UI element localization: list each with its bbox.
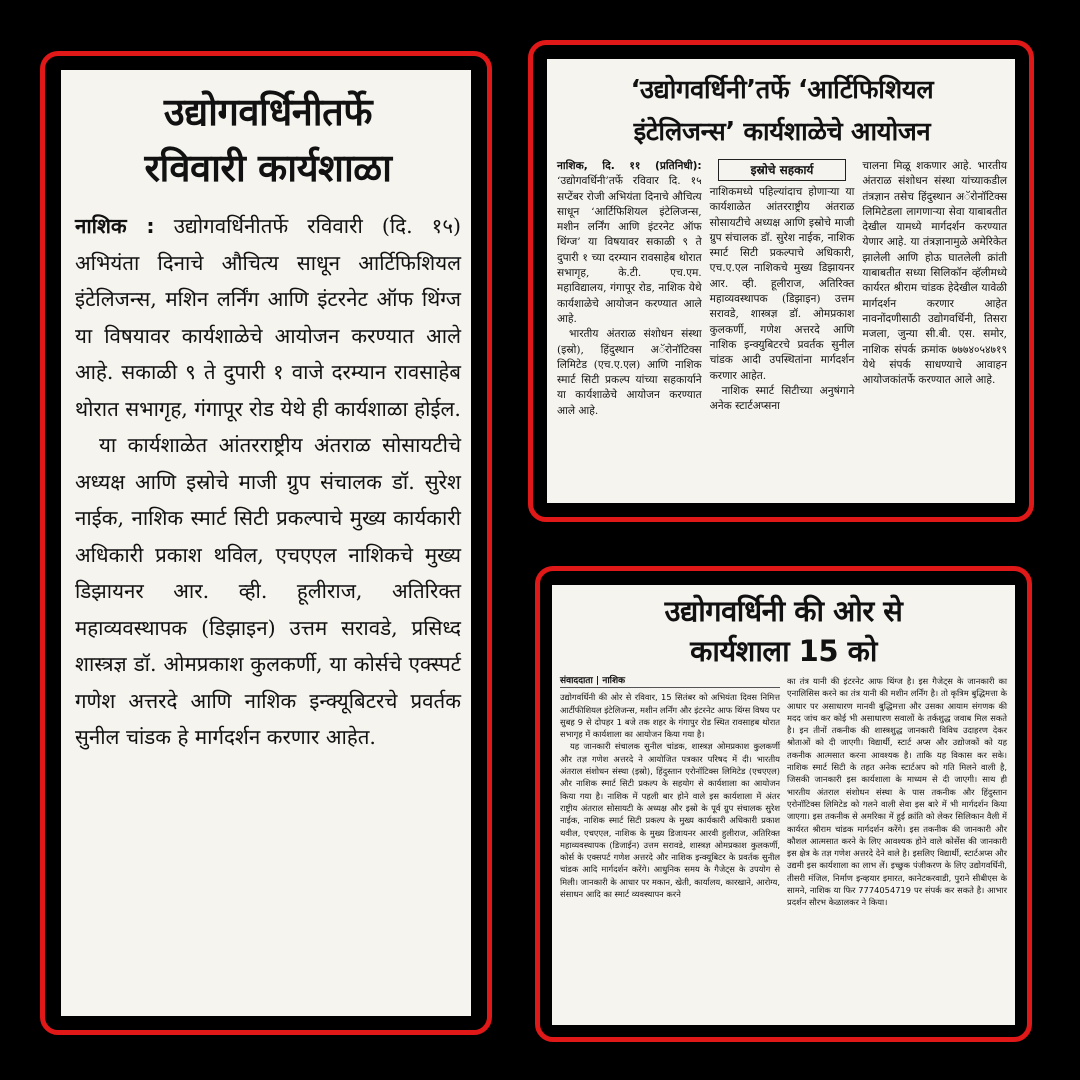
clipping-1-paragraph: या कार्यशाळेत आंतरराष्ट्रीय अंतराळ सोसायटीचे अध्यक्ष आणि इस्रोचे माजी ग्रुप संचालक डॉ. सुरेश नाईक, नाशिक स्मार्ट सिटी प्रकल्पाचे मुख्य कार्यकारी अधिकारी प्रकाश थविल, एचएएल नाशिकचे मुख्य डिझायनर आर. व्ही. हूलीराज, अतिरिक्त महाव्यवस्थापक (डिझाइन) उत्तम सरावडे, प्रसिध्द शास्त्रज्ञ डॉ. ओमप्रकाश कुलकर्णी, या कोर्सचे एक्स्पर्ट गणेश अत्तरदे आणि नाशिक इन्क्यूबिटरचे प्रवर्तक सुनील चांडक हे मार्गदर्शन करणार आहेत.	[75, 433, 461, 749]
clipping-3-headline: उद्योगवर्धिनी की ओर से कार्यशाला 15 को	[664, 594, 903, 668]
clipping-3-column-1: संवाददाता | नाशिक उद्योगवर्धिनी की ओर से रविवार, 15 सितंबर को अभियंता दिवस निमित्त आर्टीफीशियल इंटेलिजन्स, मशीन लर्निंग और इंटरनेट आफ थिंग्स विषय पर सुबह 9 से दोपहर 1 बजे तक शहर के गंगापुर रोड स्थित रावसाहब थोरात सभागृह में कार्यशाला का आयोजन किया गया है। यह जानकारी संचालक सुनील चांडक, शास्त्रज्ञ ओमप्रकाश कुलकर्णी और तज्ञ गणेश अत्तरदे ने आयोजित पत्रकार परिषद में दी। भारतीय अंतराल संशोधन संस्था (इस्रो), हिंदुस्तान एरोनॉटिक्स लिमिटेड (एचएएल) और नाशिक स्मार्ट सिटी प्रकल्प के सहयोग से कार्यशाला का आयोजन किया गया है। नाशिक में पहली बार होने वाले इस कार्यशाला में अंतर राष्ट्रीय अंतराल सोसायटी के अध्यक्ष और इस्रो के पूर्व ग्रुप संचालक सुरेश नाईक, नाशिक स्मार्ट सिटी प्रकल्प के मुख्य कार्यकारी अधिकारी प्रकाश थवील, एचएएल, नाशिक के मुख्य डिजायनर आरवी हुलीराज, अतिरिक्त महाव्यवस्थापक (डिजाईन) उत्तम सरावडे, शास्त्रज्ञ ओमप्रकाश कुलकर्णी, कोर्स के एक्सपर्ट गणेश अत्तरदे और नाशिक इन्क्यूबिटर के प्रवर्तक सुनील चांडक आदि मार्गदर्शन करेंगे। आधुनिक समय के गैजेट्स के उपयोग से मिली। जानकारी के आधार पर मकान, खेती, कार्यालय, कारखाने, आरोग्य, संसाधन आदि का स्मार्ट व्यवस्थापन करने	[560, 676, 780, 900]
clipping-1-dateline: नाशिक :	[75, 214, 155, 238]
newspaper-clipping-1	[61, 70, 471, 1016]
clipping-1-paragraph: नाशिक : उद्योगवर्धिनीतर्फे रविवारी (दि. १५) अभियंता दिनाचे औचित्य साधून आर्टिफिशियल इंटेलिजन्स, मशिन लर्निंग आणि इंटरनेट ऑफ थिंग्ज या विषयावर कार्यशाळेचे आयोजन करण्यात आले आहे. सकाळी ९ ते दुपारी १ वाजे दरम्यान रावसाहेब थोरात सभागृह, गंगापूर रोड येथे ही कार्यशाळा होईल.	[75, 214, 461, 421]
clipping-frame-2	[528, 40, 1034, 522]
clipping-2-subheading: इस्रोचे सहकार्य	[718, 159, 847, 181]
clipping-3-column-2: का तंत्र यानी की इंटरनेट आफ थिंग्ज है। इस गैजेट्स के जानकारी का एनालिसिस करने का तंत्र यानी की मशीन लर्निंग है। तो कृत्रिम बुद्धिमत्ता के आधार पर असाधारण मानवी बुद्धिमत्ता और उसका आयाम संगणक की मदद जांच कर कोई भी असाधारण सवालों के तर्कशुद्ध जवाब मिल सकते है। इन तीनों तकनीक की शास्त्रशुद्ध जानकारी विविध उदाहरण देकर श्रोताओं को दी जाएगी। विद्यार्थी, स्टार्ट अप्स और उद्योजकों को यह तकनीक आत्मसात करना आवश्यक है। ताकि यह विकास कर सके। नाशिक स्मार्ट सिटी के तहत अनेक स्टार्टअप को गति मिलने वाली है, जिसकी जानकारी इस कार्यशाला के माध्यम से दी जाएगी। साथ ही भारतीय अंतराल संशोधन संस्था के पास तकनीक और हिंदुस्तान एरोनॉटिक्स लिमिटेड को गलने वाली सेवा इस बारे में भी मार्गदर्शन किया जाएगा। इस तकनीक से अमरिका में हुई क्रांति को लेकर सिलिकान वैली में कार्यरत श्रीराम चांडक मार्गदर्शन करेंगे। इस तकनीक की जानकारी और कौशल आत्मसात करने के लिए आवश्यक होने वाले कोर्सेस की जानकारी इस क्षेत्र के तज्ञ गणेश अत्तरदे देने वाले है। इसलिए विद्यार्थी, स्टार्टअप्स और उद्यमी इस कार्यशाला का लाभ लें। इच्छुक पंजीकरण के लिए उद्योगवर्धिनी, तीसरी मंजिल, निर्माण इन्व्हयार इमारत, कानेटकरवाडी, पुराने सीबीएस के सामने, नाशिक या फिर 7774054719 पर संपर्क कर सकते है। आभार प्रदर्शन सौरभ केळालकर ने किया।	[787, 676, 1007, 908]
clipping-3-columns	[560, 675, 1007, 909]
newspaper-clipping-2	[547, 59, 1015, 503]
clipping-frame-1	[40, 51, 492, 1035]
clipping-1-headline: उद्योगवर्धिनीतर्फे रविवारी कार्यशाळा	[144, 90, 392, 190]
clipping-frame-3	[535, 566, 1032, 1042]
clipping-2-column-2: इस्रोचे सहकार्य नाशिकमध्ये पहिल्यांदाच होणाऱ्या या कार्यशाळेत आंतरराष्ट्रीय अंतराळ सोसायटीचे अध्यक्ष आणि इस्रोचे माजी ग्रुप संचालक डॉ. सुरेश नाईक, नाशिक स्मार्ट सिटी प्रकल्पाचे अधिकारी, एच.ए.एल नाशिकचे मुख्य डिझायनर आर. व्ही. हूलीराज, अतिरिक्त महाव्यवस्थापक (डिझाइन) उत्तम सरावडे, शास्त्रज्ञ डॉ. ओमप्रकाश कुलकर्णी, गणेश अत्तरदे आणि नाशिक इन्क्युबिटरचे प्रवर्तक सुनील चांडक आदी उपस्थितांना मार्गदर्शन करणार आहेत. नाशिक स्मार्ट सिटीच्या अनुषंगाने अनेक स्टार्टअप्सना	[710, 159, 855, 419]
clipping-2-columns	[557, 159, 1007, 419]
clipping-2-column-1: नाशिक, दि. ११ (प्रतिनिधी): ‘उद्योगवर्धिनी’तर्फे रविवार दि. १५ सप्टेंबर रोजी अभियंता दिनाचे औचित्य साधून ‘आर्टिफिशियल इंटेलिजन्स, मशीन लर्निंग आणि इंटरनेट ऑफ थिंग्ज’ या विषयावर सकाळी ९ ते दुपारी १ च्या दरम्यान रावसाहेब थोरात सभागृह, के.टी. एच.एम. महाविद्यालय, गंगापूर रोड, नाशिक येथे कार्यशाळेचे आयोजन करण्यात आले आहे. भारतीय अंतराळ संशोधन संस्था (इस्रो), हिंदुस्थान अॅरोनॉटिक्स लिमिटेड (एच.ए.एल) आणि नाशिक स्मार्ट सिटी प्रकल्प यांच्या सहकार्याने या कार्यशाळेचे आयोजन करण्यात आले आहे.	[557, 160, 702, 417]
clipping-3-credit: संवाददाता | नाशिक	[560, 675, 780, 688]
clipping-2-dateline: नाशिक, दि. ११ (प्रतिनिधी):	[557, 160, 702, 172]
clipping-2-headline: ‘उद्योगवर्धिनी’तर्फे ‘आर्टिफिशियल इंटेलिजन्स’ कार्यशाळेचे आयोजन	[630, 75, 934, 147]
clipping-2-column-3: चालना मिळू शकणार आहे. भारतीय अंतराळ संशोधन संस्था यांच्याकडील तंत्रज्ञान तसेच हिंदुस्थान अॅरोनॉटिक्स लिमिटेडला लागणाऱ्या सेवा याबाबतीत देखील यामध्ये मार्गदर्शन करण्यात येणार आहे. या तंत्रज्ञानामुळे अमेरिकेत झालेली आणि होऊ घातलेली क्रांती याबाबतीत सध्या सिलिकॉन व्हॅलीमध्ये कार्यरत श्रीराम चांडक हेदेखील यावेळी मार्गदर्शन करणार आहेत नावनोंदणीसाठी उद्योगवर्धिनी, तिसरा मजला, जुन्या सी.बी. एस. समोर, नाशिक संपर्क क्रमांक ७७७४०५४७१९ येथे संपर्क साधण्याचे आवाहन आयोजकांतर्फे करण्यात आले आहे.	[862, 160, 1008, 387]
newspaper-clipping-3	[552, 585, 1015, 1025]
clipping-1-body	[75, 208, 461, 756]
